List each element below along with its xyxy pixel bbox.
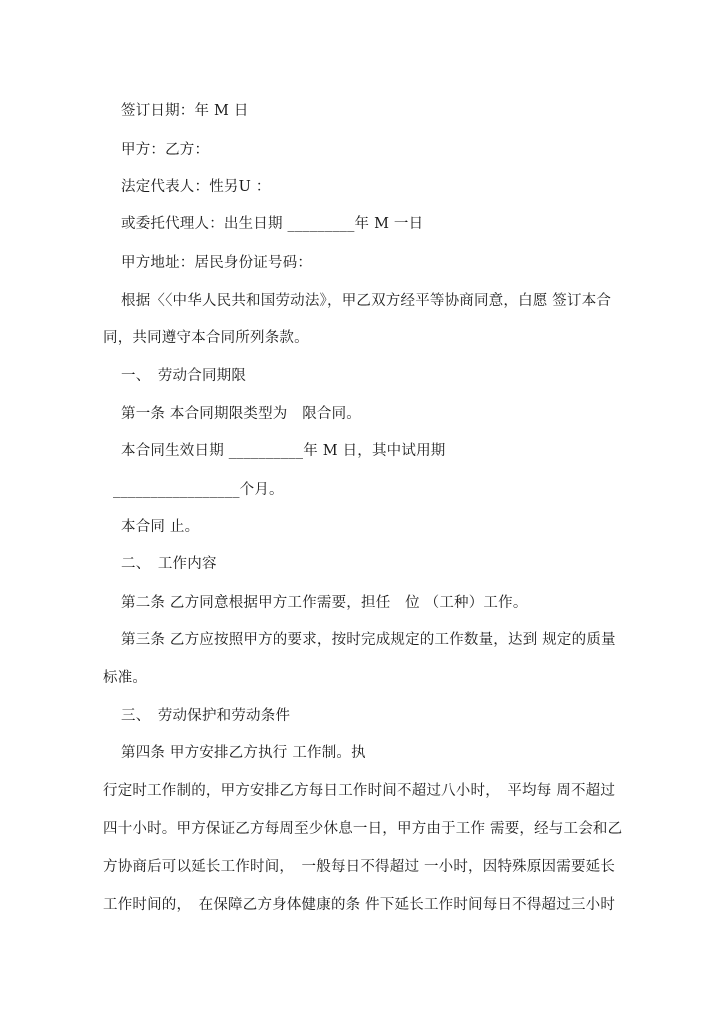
article-4-line-2: 行定时工作制的，甲方安排乙方每日工作时间不超过八小时， 平均每 周不超过 xyxy=(103,783,616,799)
authorized-agent-line: 或委托代理人：出生日期 _________年 M 一日 xyxy=(121,216,424,232)
article-4-line-3: 四十小时。甲方保证乙方每周至少休息一日，甲方由于工作 需要，经与工会和乙 xyxy=(103,821,623,837)
article-1-line: 第一条 本合同期限类型为 限合同。 xyxy=(121,406,362,422)
preamble-line-1: 根据〈〈中华人民共和国劳动法》，甲乙双方经平等协商同意，白愿 签订本合 xyxy=(121,293,612,309)
contract-end-line: 本合同 止。 xyxy=(121,519,200,535)
preamble-line-2: 同，共同遵守本合同所列条款。 xyxy=(103,330,309,346)
section-3-heading: 三、 劳动保护和劳动条件 xyxy=(121,708,291,724)
article-3-line-1: 第三条 乙方应按照甲方的要求，按时完成规定的工作数量，达到 规定的质量 xyxy=(121,632,616,648)
article-3-line-2: 标准。 xyxy=(103,670,148,686)
section-1-heading: 一、 劳动合同期限 xyxy=(121,368,247,384)
article-4-line-4: 方协商后可以延长工作时间， 一般每日不得超过 一小时，因特殊原因需要延长 xyxy=(103,859,616,875)
article-4-line-5: 工作时间的， 在保障乙方身体健康的条 件下延长工作时间每日不得超过三小时 xyxy=(103,897,616,913)
article-4-line-1: 第四条 甲方安排乙方执行 工作制。执 xyxy=(121,745,366,761)
effective-date-line: 本合同生效日期 __________年 M 日，其中试用期 xyxy=(121,443,446,459)
address-id-line: 甲方地址：居民身份证号码： xyxy=(121,255,313,271)
legal-representative-line: 法定代表人：性另U ： xyxy=(121,179,271,195)
section-2-heading: 二、 工作内容 xyxy=(121,556,217,572)
signing-date-line: 签订日期：年 M 日 xyxy=(121,103,249,119)
party-names-line: 甲方：乙方： xyxy=(121,142,210,158)
probation-line: _________________个月。 xyxy=(113,482,284,498)
article-2-line: 第二条 乙方同意根据甲方工作需要，担任 位 （工种）工作。 xyxy=(121,595,528,611)
